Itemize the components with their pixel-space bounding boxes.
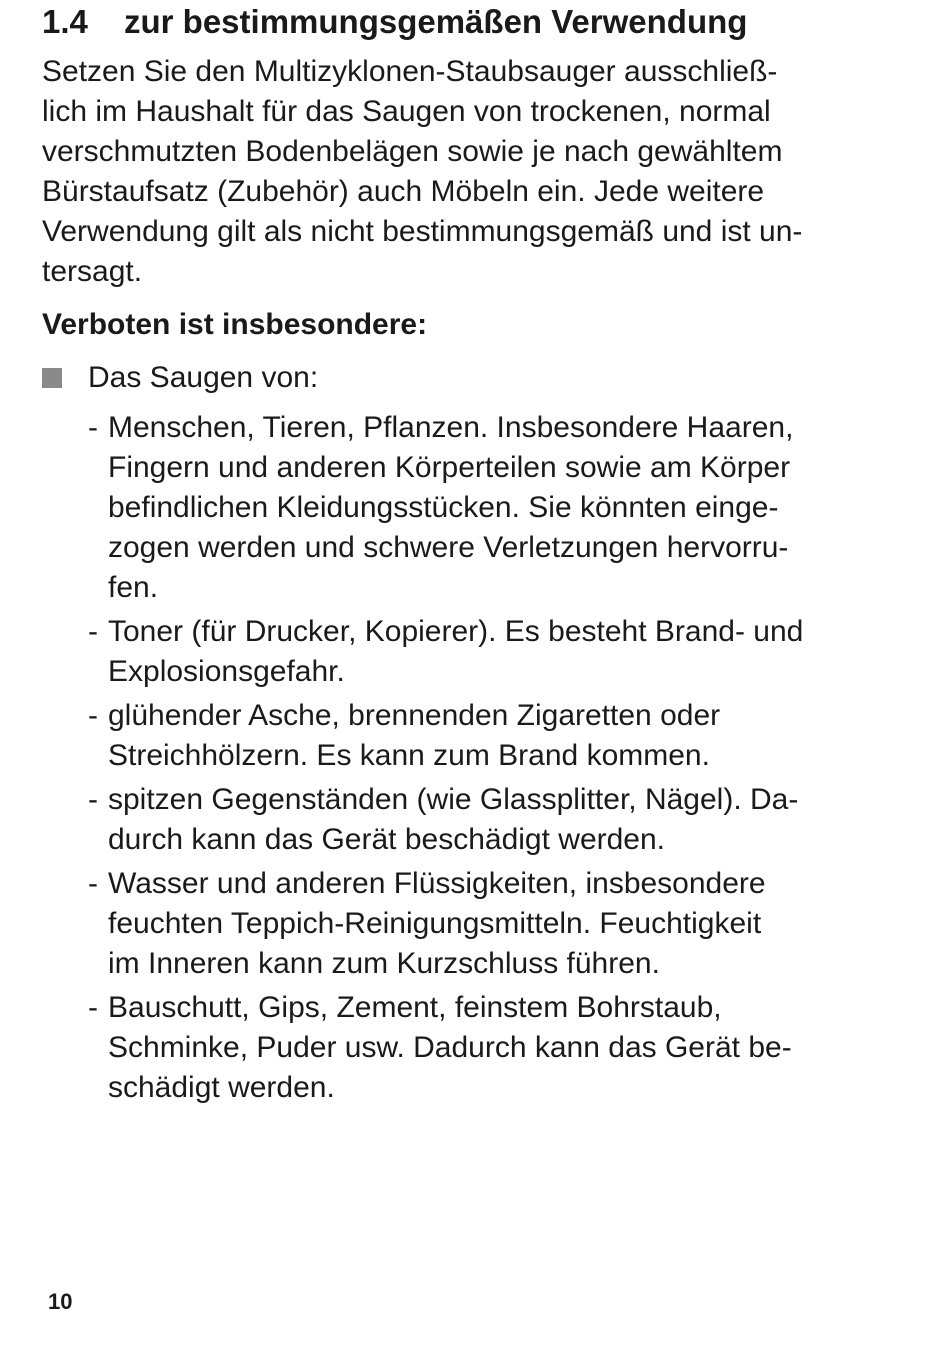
list-item xyxy=(88,408,856,608)
list-item-text: spitzen Gegenständen (wie Glassplitter, Nägel). Da- durch kann das Gerät beschädigt werden. xyxy=(108,783,799,856)
list-item xyxy=(88,780,856,860)
bullet-label: Das Saugen von: xyxy=(88,361,319,394)
dash-marker: - xyxy=(88,699,98,732)
dash-marker: - xyxy=(88,783,98,816)
list-item-text: Menschen, Tieren, Pflanzen. Insbesondere Haaren, Fingern und anderen Körperteilen sowie am Körper befindlichen Kleidungsstücken. Sie könnten einge- zogen werden und schwere Verletzungen hervorru- fen. xyxy=(108,411,794,604)
list-item xyxy=(88,864,856,984)
section-heading xyxy=(42,2,856,42)
dash-marker: - xyxy=(88,411,98,444)
list-item-text: Wasser und anderen Flüssigkeiten, insbesondere feuchten Teppich-Reinigungsmitteln. Feuchtigkeit im Inneren kann zum Kurzschluss führen. xyxy=(108,867,766,980)
list-item-text: glühender Asche, brennenden Zigaretten oder Streichhölzern. Es kann zum Brand kommen. xyxy=(108,699,721,772)
intro-paragraph: Setzen Sie den Multizyklonen-Staubsauger ausschließ- lich im Haushalt für das Saugen von trockenen, normal verschmutzten Bodenbelägen sowie je nach gewähltem Bürstaufsatz (Zubehör) auch Möbeln ein. Jede weitere Verwendung gilt als nicht bestimmungsgemäß und ist un- tersagt. xyxy=(42,55,803,288)
list-item xyxy=(88,696,856,776)
dash-marker: - xyxy=(88,991,98,1024)
bullet-item xyxy=(42,358,856,398)
square-bullet-icon xyxy=(42,368,62,388)
list-item-text: Bauschutt, Gips, Zement, feinstem Bohrstaub, Schminke, Puder usw. Dadurch kann das Gerät be- schädigt werden. xyxy=(108,991,792,1104)
list-item xyxy=(88,988,856,1108)
prohibited-heading: Verboten ist insbesondere: xyxy=(42,308,428,341)
list-item-text: Toner (für Drucker, Kopierer). Es besteht Brand- und Explosionsgefahr. xyxy=(108,615,804,688)
section-number: 1.4 xyxy=(42,3,88,40)
dash-marker: - xyxy=(88,615,98,648)
dash-marker: - xyxy=(88,867,98,900)
list-item xyxy=(88,612,856,692)
document-page xyxy=(42,0,856,1112)
prohibited-list xyxy=(42,408,856,1108)
section-title: zur bestimmungsgemäßen Verwendung xyxy=(124,3,748,40)
page-number: 10 xyxy=(48,1289,73,1314)
